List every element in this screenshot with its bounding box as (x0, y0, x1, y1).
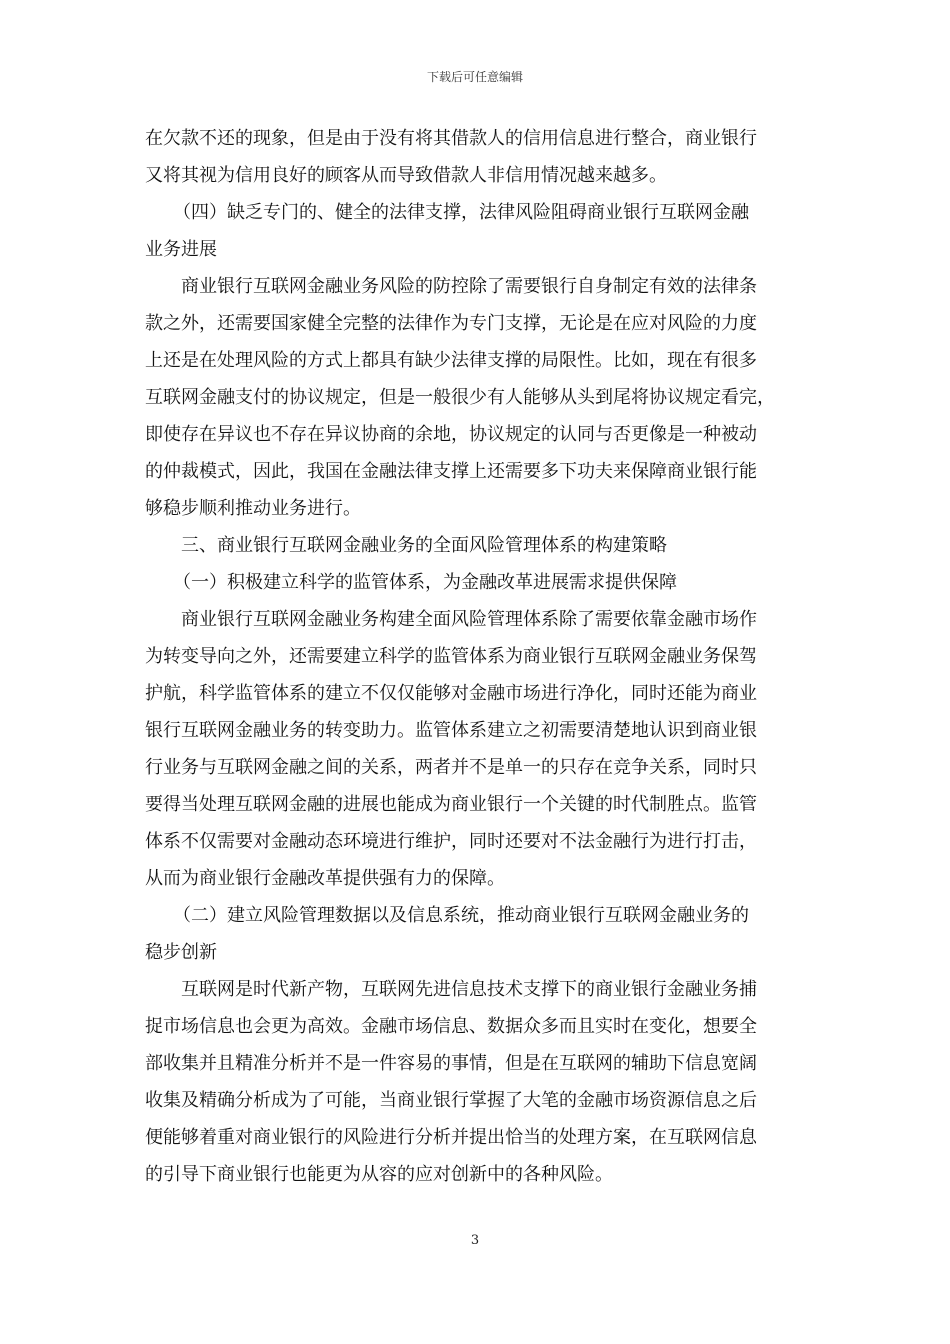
subheading-line: （二）建立风险管理数据以及信息系统，推动商业银行互联网金融业务的 (173, 905, 749, 926)
text-line: 即使存在异议也不存在异议协商的余地，协议规定的认同与否更像是一种被动 (145, 424, 757, 445)
text-line: 的仲裁模式，因此，我国在金融法律支撑上还需要多下功夫来保障商业银行能 (145, 461, 757, 482)
text-line: 要得当处理互联网金融的进展也能成为商业银行一个关键的时代制胜点。监管 (145, 794, 757, 815)
text-line: 体系不仅需要对金融动态环境进行维护，同时还要对不法金融行为进行打击， (145, 831, 757, 852)
text-line: 在欠款不还的现象，但是由于没有将其借款人的信用信息进行整合，商业银行 (145, 128, 757, 149)
paragraph-first-line: 商业银行互联网金融业务风险的防控除了需要银行自身制定有效的法律条 (181, 276, 757, 297)
text-line: 上还是在处理风险的方式上都具有缺少法律支撑的局限性。比如，现在有很多 (145, 350, 757, 371)
text-line: 收集及精确分析成为了可能，当商业银行掌握了大笔的金融市场资源信息之后 (145, 1090, 757, 1111)
text-line: 行业务与互联网金融之间的关系，两者并不是单一的只存在竞争关系，同时只 (145, 757, 757, 778)
text-line: 捉市场信息也会更为高效。金融市场信息、数据众多而且实时在变化，想要全 (145, 1016, 757, 1037)
document-body (145, 120, 817, 1193)
subheading-line: （四）缺乏专门的、健全的法律支撑，法律风险阻碍商业银行互联网金融 (173, 202, 749, 223)
text-line: 部收集并且精准分析并不是一件容易的事情，但是在互联网的辅助下信息宽阔 (145, 1053, 757, 1074)
page-header: 下载后可任意编辑 (426, 70, 523, 84)
subheading-line: （一）积极建立科学的监管体系，为金融改革进展需求提供保障 (173, 572, 677, 593)
text-line: 又将其视为信用良好的顾客从而导致借款人非信用情况越来越多。 (145, 165, 667, 186)
section-heading: 三、商业银行互联网金融业务的全面风险管理体系的构建策略 (181, 535, 667, 556)
page-number: 3 (470, 1233, 480, 1248)
text-line: 款之外，还需要国家健全完整的法律作为专门支撑，无论是在应对风险的力度 (145, 313, 757, 334)
text-line: 从而为商业银行金融改革提供强有力的保障。 (145, 868, 505, 889)
text-line: 银行互联网金融业务的转变助力。监管体系建立之初需要清楚地认识到商业银 (145, 720, 757, 741)
text-line: 互联网金融支付的协议规定，但是一般很少有人能够从头到尾将协议规定看完， (145, 387, 775, 408)
text-line: 的引导下商业银行也能更为从容的应对创新中的各种风险。 (145, 1164, 613, 1185)
text-line: 够稳步顺利推动业务进行。 (145, 498, 361, 519)
subheading-line: 业务进展 (145, 239, 217, 260)
paragraph-first-line: 互联网是时代新产物，互联网先进信息技术支撑下的商业银行金融业务捕 (181, 979, 757, 1000)
text-line: 便能够着重对商业银行的风险进行分析并提出恰当的处理方案，在互联网信息 (145, 1127, 757, 1148)
subheading-line: 稳步创新 (145, 942, 217, 963)
paragraph-first-line: 商业银行互联网金融业务构建全面风险管理体系除了需要依靠金融市场作 (181, 609, 757, 630)
text-line: 护航，科学监管体系的建立不仅仅能够对金融市场进行净化，同时还能为商业 (145, 683, 757, 704)
text-line: 为转变导向之外，还需要建立科学的监管体系为商业银行互联网金融业务保驾 (145, 646, 757, 667)
